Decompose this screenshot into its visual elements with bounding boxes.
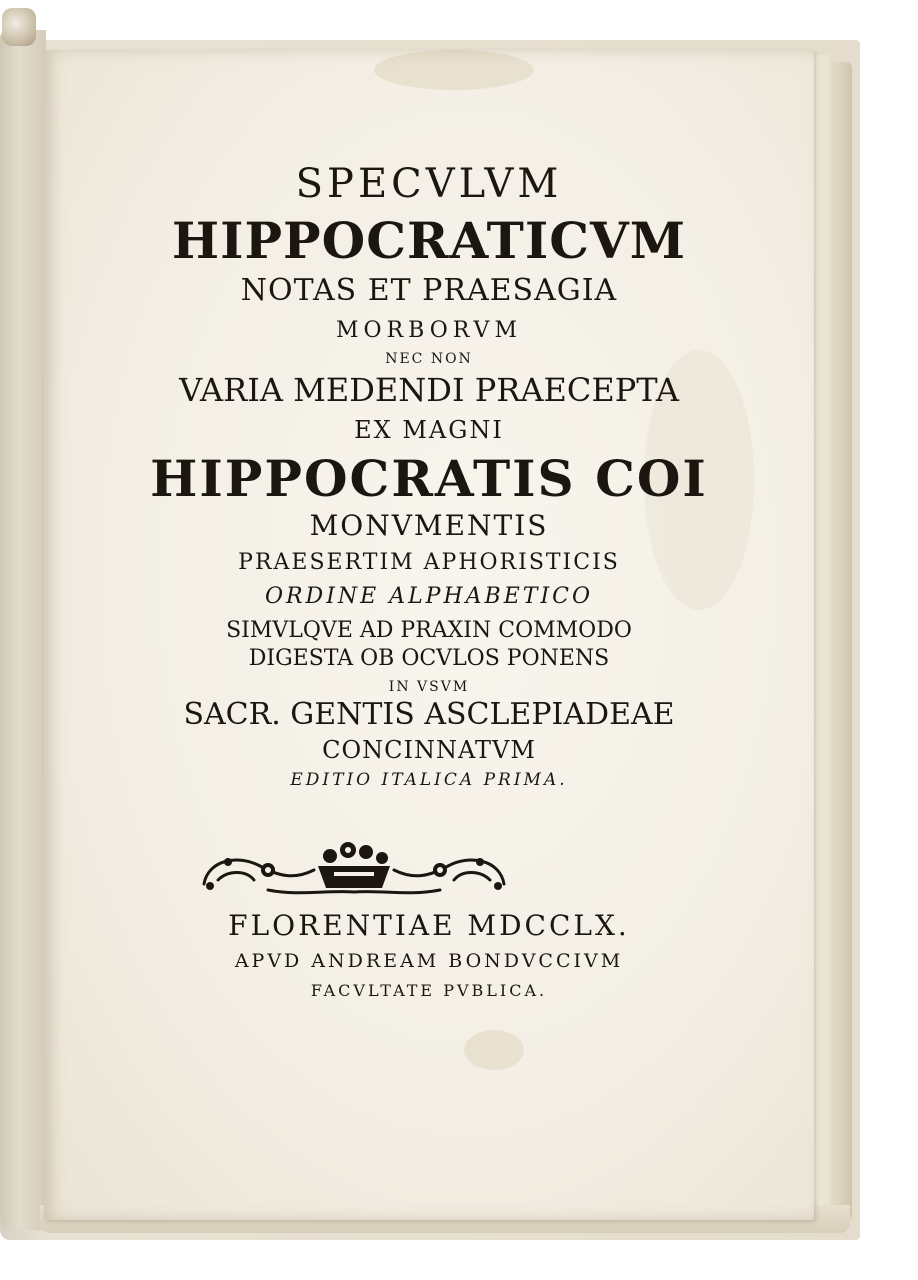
title-line-5: NEC NON: [385, 351, 473, 367]
title-line-17: EDITIO ITALICA PRIMA.: [290, 770, 568, 790]
title-line-16: CONCINNATVM: [322, 736, 536, 764]
title-line-14: IN VSVM: [388, 679, 470, 695]
title-line-13: DIGESTA OB OCVLOS PONENS: [248, 646, 610, 671]
title-line-10: PRAESERTIM APHORISTICIS: [238, 550, 620, 575]
imprint-printer: APVD ANDREAM BONDVCCIVM: [234, 950, 624, 972]
title-text: [44, 150, 814, 789]
title-line-3: NOTAS ET PRAESAGIA: [240, 273, 618, 308]
title-line-1: SPECVLVM: [295, 161, 563, 207]
title-line-7: EX MAGNI: [354, 416, 504, 444]
imprint-place-date: FLORENTIAE MDCCLX.: [228, 909, 630, 942]
imprint-license: FACVLTATE PVBLICA.: [310, 981, 548, 1000]
title-line-9: MONVMENTIS: [309, 509, 549, 542]
title-line-6: VARIA MEDENDI PRAECEPTA: [179, 371, 679, 409]
binding-thread: [2, 8, 36, 46]
title-line-4: MORBORVM: [336, 318, 522, 343]
title-line-8: HIPPOCRATIS COI: [150, 449, 708, 508]
floral-ornament-icon: [198, 840, 510, 898]
title-line-12: SIMVLQVE AD PRAXIN COMMODO: [226, 618, 632, 643]
title-line-15: SACR. GENTIS ASCLEPIADEAE: [183, 697, 675, 732]
imprint: [44, 909, 814, 1000]
foxing-stain: [374, 50, 534, 90]
foxing-stain: [464, 1030, 524, 1070]
title-line-11: ORDINE ALPHABETICO: [264, 584, 594, 609]
book-spine: [0, 30, 46, 1230]
title-line-2: HIPPOCRATICVM: [171, 211, 687, 270]
